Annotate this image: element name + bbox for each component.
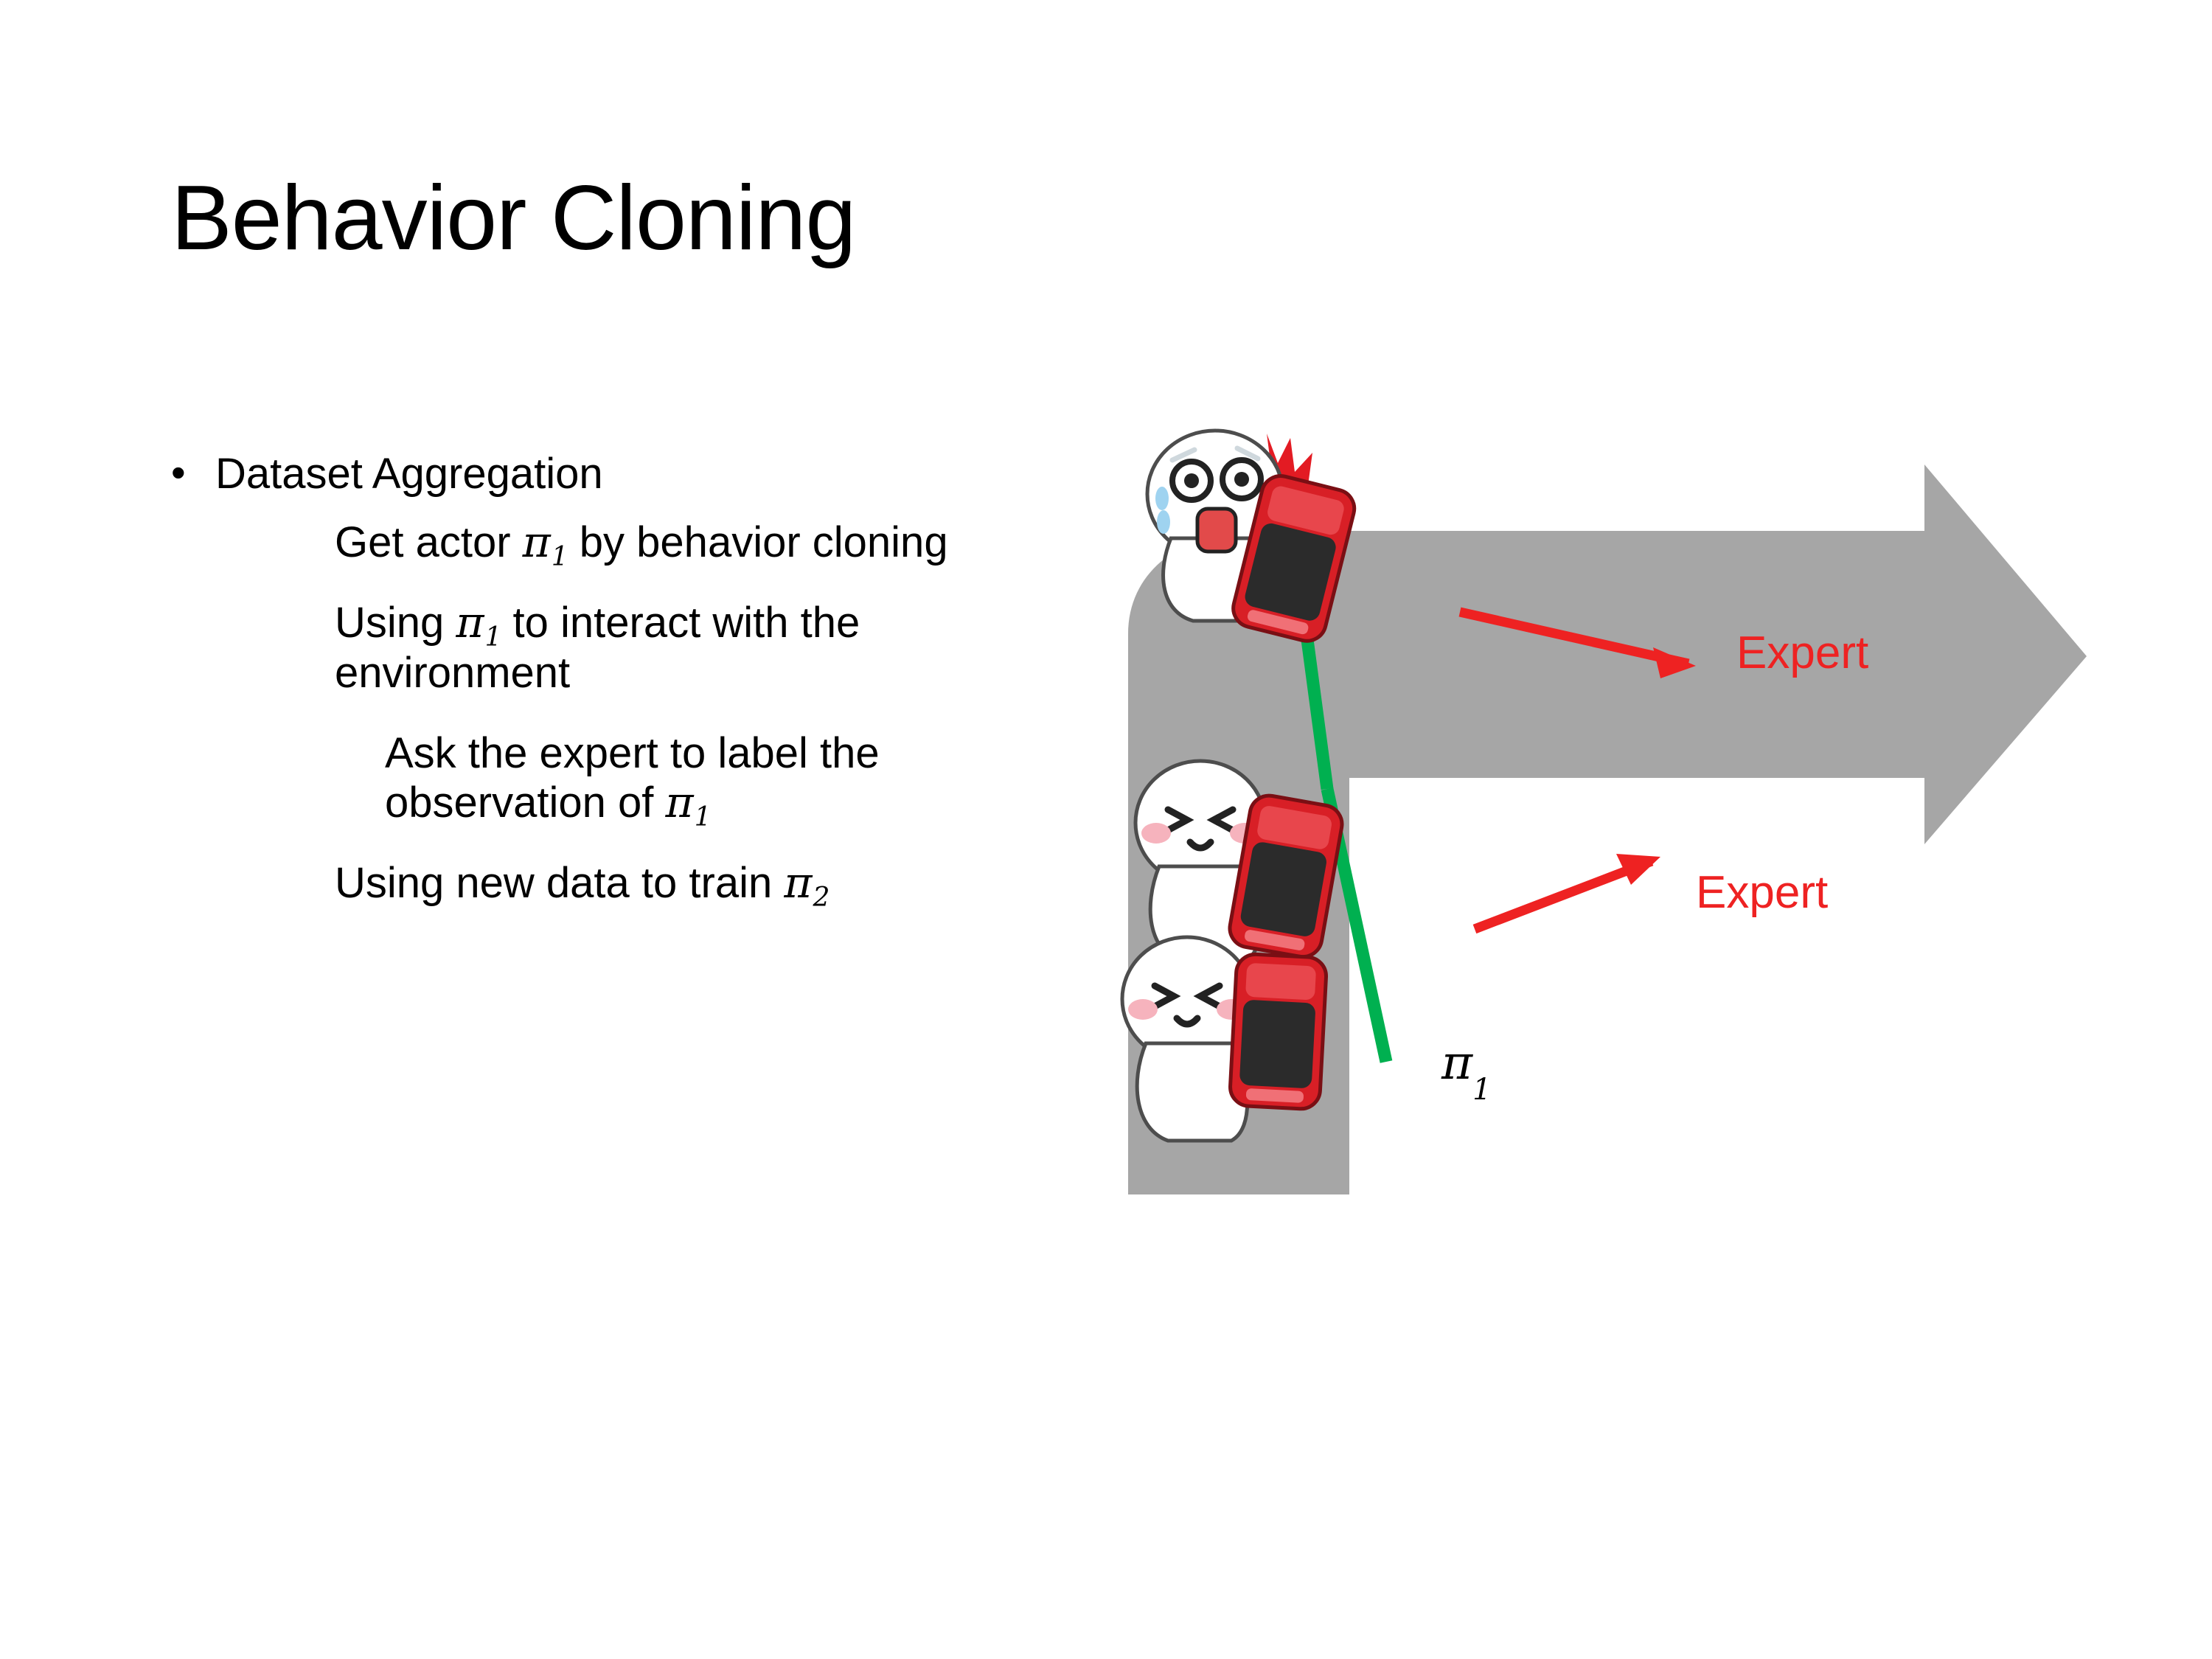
driving-diagram: [1106, 442, 2153, 1548]
scene-unit-bottom: [1100, 925, 1395, 1180]
sub-item-using-new-data: [335, 858, 1028, 914]
pi-symbol: [665, 777, 712, 833]
sub-item-get-actor: [335, 517, 1028, 573]
pi-symbol: [784, 858, 830, 914]
sub-item-text-a: Get actor: [335, 518, 523, 567]
policy-pi-subscript: 1: [1472, 1072, 1492, 1107]
bullet-label: Dataset Aggregation: [215, 450, 603, 498]
sub-item-text-a: Ask the expert to label the observation of: [385, 728, 880, 827]
bullet-marker: •: [171, 449, 186, 495]
sub-item-text-b: by behavior cloning: [567, 518, 948, 567]
bullet-list: [171, 450, 1130, 939]
sub-item-using-interact: [335, 598, 1028, 698]
scene-unit-top: [1127, 428, 1436, 653]
list-item: [171, 450, 1130, 498]
pi-subscript: 2: [813, 883, 830, 914]
sub-item-text-b: to interact with the environment: [335, 599, 860, 697]
pi-subscript: 1: [694, 802, 712, 833]
page-title: Behavior Cloning: [171, 167, 856, 269]
pi-glyph: π: [456, 597, 484, 648]
pi-symbol: [522, 517, 568, 573]
policy-pi-glyph: π: [1441, 1036, 1473, 1091]
expert-label-top: Expert: [1736, 627, 1869, 678]
sub-item-text-a: Using new data to train: [335, 859, 785, 908]
expert-arrow-middle: [1475, 854, 1660, 929]
pi-glyph: π: [522, 517, 551, 568]
expert-label-middle: Expert: [1696, 867, 1829, 918]
car-bottom: [1229, 953, 1327, 1110]
sub-item-text-a: Using: [335, 599, 456, 647]
pi-symbol: [456, 597, 502, 653]
car-bottom-with-character: [1100, 925, 1395, 1176]
pi-glyph: π: [665, 777, 694, 828]
sub-item-ask-expert: [385, 728, 1078, 833]
pi-glyph: π: [784, 858, 813, 908]
pi-subscript: 1: [551, 542, 568, 573]
car-top-with-character: [1127, 428, 1436, 649]
policy-label: [1441, 1036, 1492, 1107]
pi-subscript: 1: [484, 622, 502, 653]
